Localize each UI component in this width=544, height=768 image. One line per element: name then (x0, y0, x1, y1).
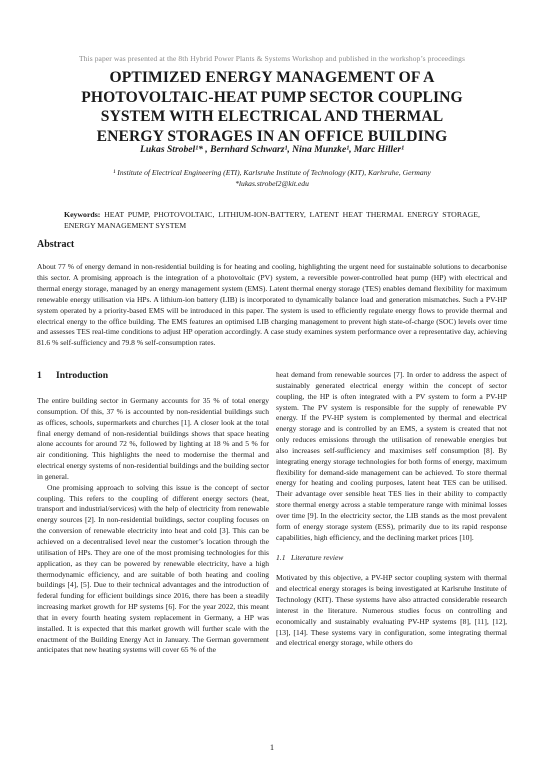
left-column (37, 370, 269, 656)
keywords-label: Keywords: (64, 210, 101, 219)
paper-title (50, 68, 494, 146)
section-number: 1 (37, 370, 42, 381)
workshop-notice: This paper was presented at the 8th Hybrid Power Plants & Systems Workshop and published in the workshop’s proceedings (78, 54, 465, 63)
author-list: Lukas Strobel¹* , Bernhard Schwarz¹, Nina Munzke¹, Marc Hiller¹ (140, 144, 404, 155)
subsection-title: Literature review (291, 552, 344, 562)
abstract-heading: Abstract (37, 239, 75, 250)
paragraph: One promising approach to solving this issue is the concept of sector coupling. This refers to the coupling of different energy sectors (heat, transport and industrial/services) with the help of electricity from renewable energy sources [2]. In non-residential buildings, sector coupling focuses on the conversion of renewable electricity into heat and cold [3]. This can be achieved on a decentralised level near the customer’s location through the utilisation of HPs. They are one of the most promising technologies for this application, as they can be powered by renewable electricity, have a high thermodynamic efficiency, and are suitable of both heating and cooling buildings [4], [5]. Due to their technical advantages and the introduction of federal funding for efficient buildings since 2016, there has been a steadily increasing market growth for HP systems [6]. For the year 2022, this meant that in every fourth heating system replacement in Germany, a HP was installed. It is expected that this market growth will further scale with the enactment of the Building Energy Act in January. The German government anticipates that new heating systems will cover 65 % of the (37, 482, 269, 655)
subsection-heading (276, 553, 507, 564)
paragraph: Motivated by this objective, a PV-HP sector coupling system with thermal and electrical energy storages is being investigated at Karlsruhe Institute of Technology (KIT). These systems have also attracted considerable research interest in the literature. Numerous studies focus on controlling and economically and sustainably evaluating PV-HP systems [8], [11], [12], [13], [14]. These systems vary in configuration, some integrating thermal and electrical energy storage, while others do (276, 573, 507, 648)
right-column (276, 370, 507, 649)
title-line: SYSTEM WITH ELECTRICAL AND THERMAL (100, 108, 444, 125)
title-line: OPTIMIZED ENERGY MANAGEMENT OF A (109, 69, 435, 86)
affiliation: ¹ Institute of Electrical Engineering (ETI), Karlsruhe Institute of Technology (KIT), Karlsruhe, Germany (113, 168, 431, 177)
title-line: PHOTOVOLTAIC-HEAT PUMP SECTOR COUPLING (81, 88, 463, 106)
keywords (64, 209, 480, 231)
abstract-text: About 77 % of energy demand in non-residential building is for heating and cooling, highlighting the urgent need for sustainable solutions to decarbonise this sector. A promising approach is the integration of a photovoltaic (PV) system, a reversible power-controlled heat pump (HP) with electrical and thermal energy storage, managed by an energy management system (EMS). Latent thermal energy storage (TES) enables demand flexibility for maximum renewable energy utilisation via HPs. A lithium-ion battery (LIB) is incorporated to dynamically balance load and generation mismatches. Such a PV-HP system operated by a priority-based EMS will be introduced in this paper. The system is used to efficiently regulate energy flows to provide thermal and electrical energy to the office building. The EMS features an optimised LIB charging management to prevent high state-of-charge (SOC) levels over time and assesses TES real-time conditions to adjust HP operation accordingly. A case study examines system performance over a representative day, achieving 81.6 % self-sufficiency and 79.8 % self-consumption rates. (37, 262, 507, 348)
subsection-number: 1.1 (276, 552, 286, 562)
keywords-text: HEAT PUMP, PHOTOVOLTAIC, LITHIUM-ION-BATTERY, LATENT HEAT THERMAL ENERGY STORAGE, ENERGY MANAGEMENT SYSTEM (64, 210, 480, 230)
paragraph: heat demand from renewable sources [7]. In order to address the aspect of sustainably generated electrical energy within the concept of sector coupling, the HP is often integrated with a PV system to form a PV-HP system. The PV system is responsible for the supply of renewable PV energy. If the PV-HP system is complemented by thermal and electrical energy storage and is controlled by an EMS, a system is created that not only reduces emissions through the utilisation of renewable energies but also increases self-sufficiency and maximises self consumption [8]. By integrating energy storage technologies for both forms of energy, maximum flexibility for demand-side management can be achieved. To store thermal energy for heating and cooling purposes, latent heat TES can be utilised. Their advantage over sensible heat TES lies in their ability to compactly store thermal energy across a stable temperature range with minimal losses over time [9]. In the electricity sector, the LIB stands as the most prevalent form of energy storage system (ESS), primarily due to its rapid response capabilities, high efficiency, and the declining market prices [10]. (276, 370, 507, 542)
page-number: 1 (269, 742, 275, 752)
affiliation-block (0, 167, 544, 189)
paragraph: The entire building sector in Germany accounts for 35 % of total energy consumption. Of this, 37 % is accounted by non-residential buildings such as offices, schools, supermarkets and churches [1]. A closer look at the total final energy demand of non-residential buildings shows that space heating alone accounts for around 72 %, followed by lighting at 18 % and 5 % for air conditioning. This highlights the need to modernise the thermal and electrical energy systems of non-residential buildings and the building sector in general. (37, 396, 269, 481)
corresponding-email: *lukas.strobel2@kit.edu (235, 179, 309, 188)
section-heading (37, 370, 269, 382)
section-title: Introduction (56, 370, 109, 381)
title-line: ENERGY STORAGES IN AN OFFICE BUILDING (96, 127, 448, 145)
